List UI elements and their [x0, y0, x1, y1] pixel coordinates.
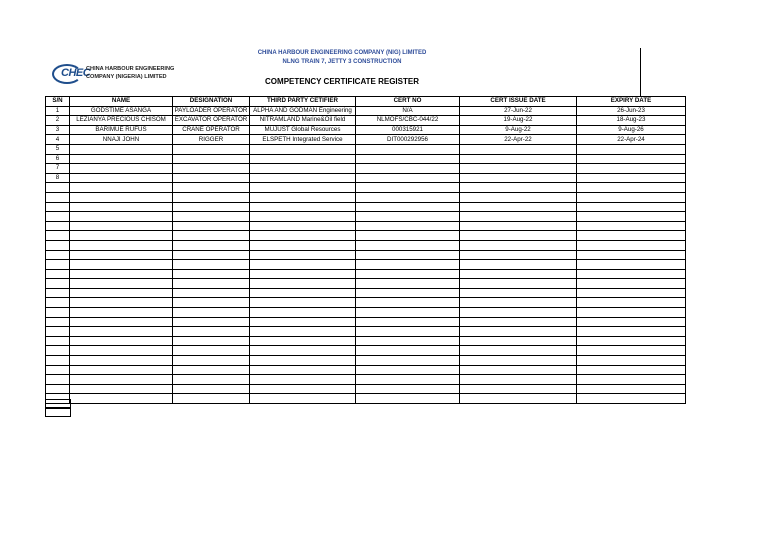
table-row	[46, 308, 686, 318]
table-cell	[356, 250, 460, 260]
table-row	[46, 327, 686, 337]
table-cell	[356, 144, 460, 154]
table-cell: 9-Aug-26	[577, 125, 686, 135]
table-cell	[46, 365, 70, 375]
table-cell	[577, 356, 686, 366]
table-row	[46, 260, 686, 270]
table-cell: LEZIANYA PRECIOUS CHISOM	[70, 116, 173, 126]
table-cell	[356, 308, 460, 318]
table-cell	[46, 202, 70, 212]
table-row	[46, 221, 686, 231]
table-cell	[250, 279, 356, 289]
table-row	[46, 164, 686, 174]
table-cell	[46, 308, 70, 318]
table-cell	[70, 202, 173, 212]
table-cell	[46, 327, 70, 337]
table-cell	[460, 212, 577, 222]
table-cell	[577, 269, 686, 279]
table-cell	[173, 317, 250, 327]
table-row	[46, 336, 686, 346]
table-cell	[173, 375, 250, 385]
table-cell	[173, 202, 250, 212]
table-cell	[356, 365, 460, 375]
table-cell	[577, 250, 686, 260]
chec-logo-icon: CHEC	[52, 63, 86, 85]
table-cell	[250, 288, 356, 298]
table-cell	[46, 356, 70, 366]
table-cell	[173, 260, 250, 270]
table-cell	[173, 154, 250, 164]
table-row	[46, 317, 686, 327]
table-cell	[70, 365, 173, 375]
table-cell	[70, 260, 173, 270]
table-cell: CRANE OPERATOR	[173, 125, 250, 135]
table-cell	[173, 365, 250, 375]
table-cell: NITRAMLAND Marine&Oil field	[250, 116, 356, 126]
table-cell	[70, 221, 173, 231]
table-cell	[70, 231, 173, 241]
table-cell	[250, 260, 356, 270]
table-cell	[460, 346, 577, 356]
table-cell	[70, 346, 173, 356]
table-cell	[250, 250, 356, 260]
table-cell	[577, 317, 686, 327]
table-row	[46, 192, 686, 202]
table-cell	[577, 173, 686, 183]
table-cell: GODSTIME ASANGA	[70, 106, 173, 116]
table-cell: 18-Aug-23	[577, 116, 686, 126]
table-cell: N/A	[356, 106, 460, 116]
table-cell	[250, 317, 356, 327]
table-cell	[70, 164, 173, 174]
table-cell: ALPHA AND GODMAN Engineering	[250, 106, 356, 116]
table-cell	[460, 317, 577, 327]
table-cell	[46, 212, 70, 222]
table-row	[46, 298, 686, 308]
table-cell	[460, 202, 577, 212]
table-cell	[460, 327, 577, 337]
table-cell	[356, 221, 460, 231]
table-cell	[356, 356, 460, 366]
table-cell	[577, 279, 686, 289]
table-row	[46, 183, 686, 193]
table-cell	[173, 298, 250, 308]
table-cell	[173, 336, 250, 346]
project-name-header: NLNG TRAIN 7, JETTY 3 CONSTRUCTION	[282, 59, 402, 65]
table-cell	[70, 240, 173, 250]
table-cell: 9-Aug-22	[460, 125, 577, 135]
trailing-sn-cell	[45, 407, 71, 417]
column-header: CERT NO	[356, 97, 460, 107]
table-cell	[173, 384, 250, 394]
table-cell	[577, 288, 686, 298]
table-row	[46, 202, 686, 212]
table-cell	[46, 346, 70, 356]
column-header: S/N	[46, 97, 70, 107]
table-cell	[70, 192, 173, 202]
table-cell: 5	[46, 144, 70, 154]
table-cell	[70, 356, 173, 366]
table-cell	[173, 288, 250, 298]
table-row	[46, 144, 686, 154]
table-cell	[173, 269, 250, 279]
column-header: DESIGNATION	[173, 97, 250, 107]
table-body	[46, 106, 686, 403]
table-row	[46, 250, 686, 260]
table-cell	[70, 154, 173, 164]
table-row	[46, 135, 686, 145]
table-cell: DIT000292956	[356, 135, 460, 145]
table-cell	[250, 336, 356, 346]
table-cell	[577, 164, 686, 174]
table-cell	[250, 269, 356, 279]
table-cell	[356, 346, 460, 356]
table-cell	[577, 375, 686, 385]
table-cell	[356, 202, 460, 212]
table-row	[46, 346, 686, 356]
table-cell	[173, 250, 250, 260]
table-row	[46, 116, 686, 126]
table-cell	[577, 183, 686, 193]
table-cell	[173, 144, 250, 154]
table-cell	[46, 192, 70, 202]
table-cell	[356, 212, 460, 222]
table-row	[46, 106, 686, 116]
table-cell: 22-Apr-22	[460, 135, 577, 145]
table-cell	[356, 231, 460, 241]
table-cell	[577, 365, 686, 375]
table-row	[46, 231, 686, 241]
table-cell	[460, 336, 577, 346]
table-cell	[70, 394, 173, 404]
table-cell	[250, 154, 356, 164]
table-cell	[356, 279, 460, 289]
table-cell	[577, 298, 686, 308]
table-cell	[577, 231, 686, 241]
table-cell	[460, 279, 577, 289]
table-cell	[173, 240, 250, 250]
table-cell	[70, 384, 173, 394]
table-header-row	[46, 97, 686, 107]
table-cell	[46, 231, 70, 241]
table-cell	[173, 346, 250, 356]
table-cell	[46, 250, 70, 260]
column-header: THIRD PARTY CETIFIER	[250, 97, 356, 107]
table-cell	[46, 317, 70, 327]
table-cell	[173, 356, 250, 366]
table-cell: 26-Jun-23	[577, 106, 686, 116]
table-cell	[460, 356, 577, 366]
table-cell: NLMOFS/CBC-044/22	[356, 116, 460, 126]
table-cell	[46, 375, 70, 385]
table-row	[46, 154, 686, 164]
table-row	[46, 212, 686, 222]
table-cell: 3	[46, 125, 70, 135]
table-cell	[250, 202, 356, 212]
table-cell	[250, 231, 356, 241]
table-cell	[250, 164, 356, 174]
table-cell	[173, 327, 250, 337]
table-cell	[173, 394, 250, 404]
table-cell	[577, 260, 686, 270]
table-cell	[577, 346, 686, 356]
table-cell: 4	[46, 135, 70, 145]
table-cell	[460, 183, 577, 193]
table-cell	[460, 394, 577, 404]
table-cell	[70, 336, 173, 346]
table-cell	[46, 279, 70, 289]
table-row	[46, 240, 686, 250]
table-cell	[173, 192, 250, 202]
table-cell	[460, 298, 577, 308]
table-cell	[356, 336, 460, 346]
table-cell	[250, 356, 356, 366]
table-cell	[356, 164, 460, 174]
table-cell	[70, 308, 173, 318]
table-cell: BARIMUE RUFUS	[70, 125, 173, 135]
table-cell	[70, 279, 173, 289]
table-cell	[70, 183, 173, 193]
table-cell	[46, 260, 70, 270]
table-cell	[70, 212, 173, 222]
table-cell: 000315921	[356, 125, 460, 135]
table-cell	[250, 375, 356, 385]
table-cell: 8	[46, 173, 70, 183]
table-cell	[356, 394, 460, 404]
table-cell	[173, 308, 250, 318]
table-cell	[356, 269, 460, 279]
table-cell	[577, 202, 686, 212]
table-cell	[460, 231, 577, 241]
table-cell	[250, 221, 356, 231]
table-cell	[460, 192, 577, 202]
table-cell	[577, 212, 686, 222]
table-cell	[250, 298, 356, 308]
table-cell	[577, 192, 686, 202]
table-cell	[46, 221, 70, 231]
table-cell	[250, 346, 356, 356]
table-cell	[460, 164, 577, 174]
table-cell: 19-Aug-22	[460, 116, 577, 126]
table-cell	[250, 192, 356, 202]
table-cell	[250, 327, 356, 337]
table-cell	[356, 154, 460, 164]
table-cell: 2	[46, 116, 70, 126]
table-cell: 6	[46, 154, 70, 164]
table-cell	[356, 240, 460, 250]
table-cell	[577, 308, 686, 318]
table-cell	[577, 327, 686, 337]
table-cell	[356, 288, 460, 298]
table-cell: ELSPETH Integrated Service	[250, 135, 356, 145]
table-cell	[173, 279, 250, 289]
table-cell	[173, 164, 250, 174]
table-cell	[70, 250, 173, 260]
table-cell	[173, 221, 250, 231]
table-cell	[460, 269, 577, 279]
table-cell	[460, 250, 577, 260]
table-cell	[46, 384, 70, 394]
page-border-line	[640, 48, 641, 97]
table-cell: MUJUST Global Resources	[250, 125, 356, 135]
table-cell	[460, 308, 577, 318]
table-cell	[356, 327, 460, 337]
table-cell	[173, 212, 250, 222]
table-cell	[70, 269, 173, 279]
column-header: CERT ISSUE DATE	[460, 97, 577, 107]
table-cell	[577, 336, 686, 346]
company-name-header: CHINA HARBOUR ENGINEERING COMPANY (NIG) LIMITED	[257, 50, 427, 56]
table-cell: 27-Jun-22	[460, 106, 577, 116]
table-cell	[70, 375, 173, 385]
table-cell	[250, 365, 356, 375]
table-cell	[356, 384, 460, 394]
table-cell	[356, 260, 460, 270]
table-cell	[46, 269, 70, 279]
table-row	[46, 356, 686, 366]
table-cell	[173, 183, 250, 193]
table-cell: 1	[46, 106, 70, 116]
table-cell: 22-Apr-24	[577, 135, 686, 145]
table-cell	[70, 144, 173, 154]
table-cell	[356, 192, 460, 202]
table-cell	[460, 221, 577, 231]
table-cell	[460, 240, 577, 250]
table-cell	[460, 144, 577, 154]
table-cell	[577, 144, 686, 154]
table-cell	[250, 394, 356, 404]
page-title: COMPETENCY CERTIFICATE REGISTER	[265, 77, 419, 86]
table-row	[46, 173, 686, 183]
column-header: NAME	[70, 97, 173, 107]
table-cell	[250, 308, 356, 318]
table-cell: RIGGER	[173, 135, 250, 145]
table-cell	[70, 288, 173, 298]
table-cell	[173, 231, 250, 241]
table-cell	[356, 317, 460, 327]
table-cell	[70, 298, 173, 308]
table-cell	[46, 298, 70, 308]
table-row	[46, 384, 686, 394]
table-cell	[46, 288, 70, 298]
table-cell	[460, 365, 577, 375]
table-cell	[577, 240, 686, 250]
table-row	[46, 125, 686, 135]
table-row	[46, 279, 686, 289]
table-cell	[460, 375, 577, 385]
certificate-register-table	[45, 96, 686, 404]
table-cell	[577, 384, 686, 394]
company-logo	[52, 63, 182, 85]
table-cell	[577, 221, 686, 231]
table-cell: EXCAVATOR OPERATOR	[173, 116, 250, 126]
table-cell	[356, 183, 460, 193]
table-cell	[460, 173, 577, 183]
table-cell	[250, 144, 356, 154]
table-cell	[250, 212, 356, 222]
table-cell	[250, 384, 356, 394]
table-row	[46, 269, 686, 279]
table-cell	[577, 394, 686, 404]
logo-company-name: CHINA HARBOUR ENGINEERING COMPANY (NIGERIA) LIMITED	[86, 66, 175, 80]
column-header: EXPIRY DATE	[577, 97, 686, 107]
table-cell	[250, 183, 356, 193]
table-cell	[173, 173, 250, 183]
table-cell: PAYLOADER OPERATOR	[173, 106, 250, 116]
table-cell	[460, 384, 577, 394]
table-cell	[46, 183, 70, 193]
table-cell	[70, 327, 173, 337]
table-cell	[460, 260, 577, 270]
table-cell	[460, 154, 577, 164]
table-row	[46, 365, 686, 375]
table-cell	[356, 298, 460, 308]
table-cell	[577, 154, 686, 164]
table-cell	[70, 173, 173, 183]
table-cell	[356, 173, 460, 183]
table-cell	[250, 173, 356, 183]
table-row	[46, 288, 686, 298]
table-cell: 7	[46, 164, 70, 174]
table-cell: NNAJI JOHN	[70, 135, 173, 145]
table-cell	[460, 288, 577, 298]
table-cell	[250, 240, 356, 250]
table-cell	[70, 317, 173, 327]
table-cell	[356, 375, 460, 385]
table-row	[46, 394, 686, 404]
table-row	[46, 375, 686, 385]
table-cell	[46, 240, 70, 250]
table-cell	[46, 336, 70, 346]
